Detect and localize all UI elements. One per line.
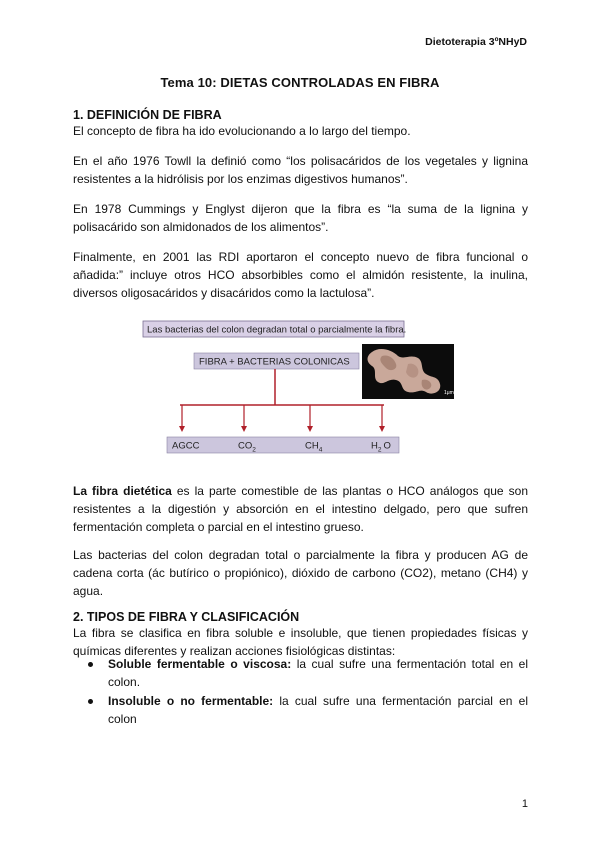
arrow-h2o: [379, 405, 385, 432]
list-item-bold: Insoluble o no fermentable:: [108, 694, 274, 708]
bullet-dot: [88, 662, 93, 667]
fiber-types-list: [73, 655, 528, 729]
section1-paragraph-2: En el año 1976 Towll la definió como “los polisacáridos de los vegetales y lignina resistentes a la hidrólisis por los enzimas digestivos humanos”.: [73, 154, 528, 186]
diagram-banner-text: Las bacterias del colon degradan total o parcialmente la fibra.: [147, 324, 407, 336]
list-item: [73, 655, 528, 691]
product-ch4: $CH_4$: [305, 440, 323, 454]
diagram-middle-text: FIBRA + BACTERIAS COLONICAS: [199, 356, 350, 368]
section1-paragraph-1: El concepto de fibra ha ido evolucionando a lo largo del tiempo.: [73, 124, 411, 138]
micrograph-scale-label: 1μm: [444, 390, 454, 396]
arrow-co2: [241, 405, 247, 432]
paragraph-bacterias: Las bacterias del colon degradan total o parcialmente la fibra y producen AG de cadena corta (ác butírico o propiónico), dióxido de carbono (CO2), metano (CH4) y agua.: [73, 548, 528, 598]
product-h2o: $H_2$ O: [371, 440, 391, 454]
page-number: 1: [521, 798, 528, 810]
section2-heading: 2. TIPOS DE FIBRA Y CLASIFICACIÓN: [73, 610, 300, 624]
bacteria-micrograph-image: [362, 344, 454, 399]
fibra-dietetica-lead: La fibra dietética: [73, 484, 172, 498]
list-item-bold: Soluble fermentable o viscosa:: [108, 657, 292, 671]
product-agcc: AGCC: [172, 440, 200, 452]
list-item: [73, 692, 528, 728]
product-co2: $CO_2$: [238, 440, 256, 454]
list-item-text: la cual sufre una fermentación parcial en el colon: [108, 694, 528, 726]
list-item-text: la cual sufre una fermentación total en el colon.: [108, 657, 528, 689]
section1-heading: 1. DEFINICIÓN DE FIBRA: [73, 108, 222, 122]
section1-paragraph-4: Finalmente, en 2001 las RDI aportaron el concepto nuevo de fibra funcional o añadida:” incluye otros HCO absorbibles como el almidón resistente, la inulina, diversos oligosacáridos y disacáridos como la lactulosa”.: [73, 250, 528, 300]
header-right: Dietoterapia 3ºNHyD: [425, 36, 527, 48]
diagram-products-box: [167, 437, 399, 453]
arrow-ch4: [307, 405, 313, 432]
arrow-agcc: [179, 405, 185, 432]
section1-paragraph-3: En 1978 Cummings y Englyst dijeron que la fibra es “la suma de la lignina y polisacárido son almidonados de los alimentos”.: [73, 202, 528, 234]
bullet-dot: [88, 699, 93, 704]
fibra-dietetica-rest: es la parte comestible de las plantas o HCO análogos que son resistentes a la digestión y absorción en el intestino delgado, pero que sufren fermentación completa o parcial en el intestino grueso.: [73, 484, 528, 534]
paragraph-fibra-dietetica: [73, 482, 528, 536]
section2-intro: La fibra se clasifica en fibra soluble e insoluble, que tienen propiedades físicas y químicas diferentes y realizan acciones fisiológicas distintas:: [73, 626, 528, 658]
page-title: Tema 10: DIETAS CONTROLADAS EN FIBRA: [160, 75, 440, 90]
